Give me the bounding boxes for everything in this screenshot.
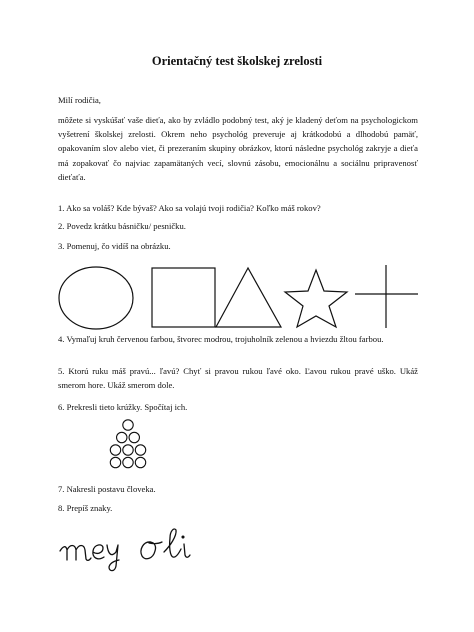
question-7: 7. Nakresli postavu človeka. bbox=[58, 484, 156, 494]
cross-icon bbox=[355, 265, 418, 328]
question-4: 4. Vymaľuj kruh červenou farbou, štvorec modrou, trojuholník zelenou a hviezdu žltou farbou. bbox=[58, 334, 384, 344]
intro-paragraph: môžete si vyskúšať vaše dieťa, ako by zvládlo podobný test, aký je kladený deťom na psychologickom vyšetrení školskej zrelosti. Okrem neho psychológ preveruje aj krátkodobú a dlhodobú pamäť, opakovaním slov alebo viet, či prezeraním skupiny obrázkov, ktorú následne psychológ zakryje a dieťa má zopakovať čo najviac zapamätaných vecí, slovnú zásobu, emocionálnu a sociálnu pripravenosť dieťaťa. bbox=[58, 115, 418, 182]
dot-grid bbox=[110, 420, 145, 468]
cursive-handwriting bbox=[60, 529, 190, 571]
dot-circle-icon bbox=[123, 445, 133, 455]
dot-circle-icon bbox=[123, 457, 133, 467]
dot-circle-icon bbox=[110, 445, 120, 455]
question-8: 8. Prepíš znaky. bbox=[58, 503, 113, 513]
square-icon bbox=[152, 268, 215, 327]
circle-icon bbox=[59, 267, 133, 329]
question-6: 6. Prekresli tieto krúžky. Spočítaj ich. bbox=[58, 402, 188, 412]
dot-circle-icon bbox=[135, 445, 145, 455]
dot-circle-icon bbox=[123, 420, 133, 430]
star-icon bbox=[285, 270, 347, 327]
dot-circle-icon bbox=[135, 457, 145, 467]
question-5: 5. Ktorú ruku máš pravú... ľavú? Chyť si pravou rukou ľavé oko. Ľavou rukou pravé uško. Ukáž smerom hore. Ukáž smerom dole. bbox=[58, 366, 418, 391]
dot-circle-icon bbox=[117, 432, 127, 442]
question-2: 2. Povedz krátku básničku/ pesničku. bbox=[58, 221, 186, 231]
page-title: Orientačný test školskej zrelosti bbox=[151, 54, 323, 68]
triangle-icon bbox=[216, 268, 281, 327]
greeting: Milí rodičia, bbox=[58, 95, 101, 105]
dot-circle-icon bbox=[110, 457, 120, 467]
question-1: 1. Ako sa voláš? Kde bývaš? Ako sa volajú tvoji rodičia? Koľko máš rokov? bbox=[58, 203, 321, 213]
dot-circle-icon bbox=[129, 432, 139, 442]
question-3: 3. Pomenuj, čo vidíš na obrázku. bbox=[58, 241, 171, 251]
